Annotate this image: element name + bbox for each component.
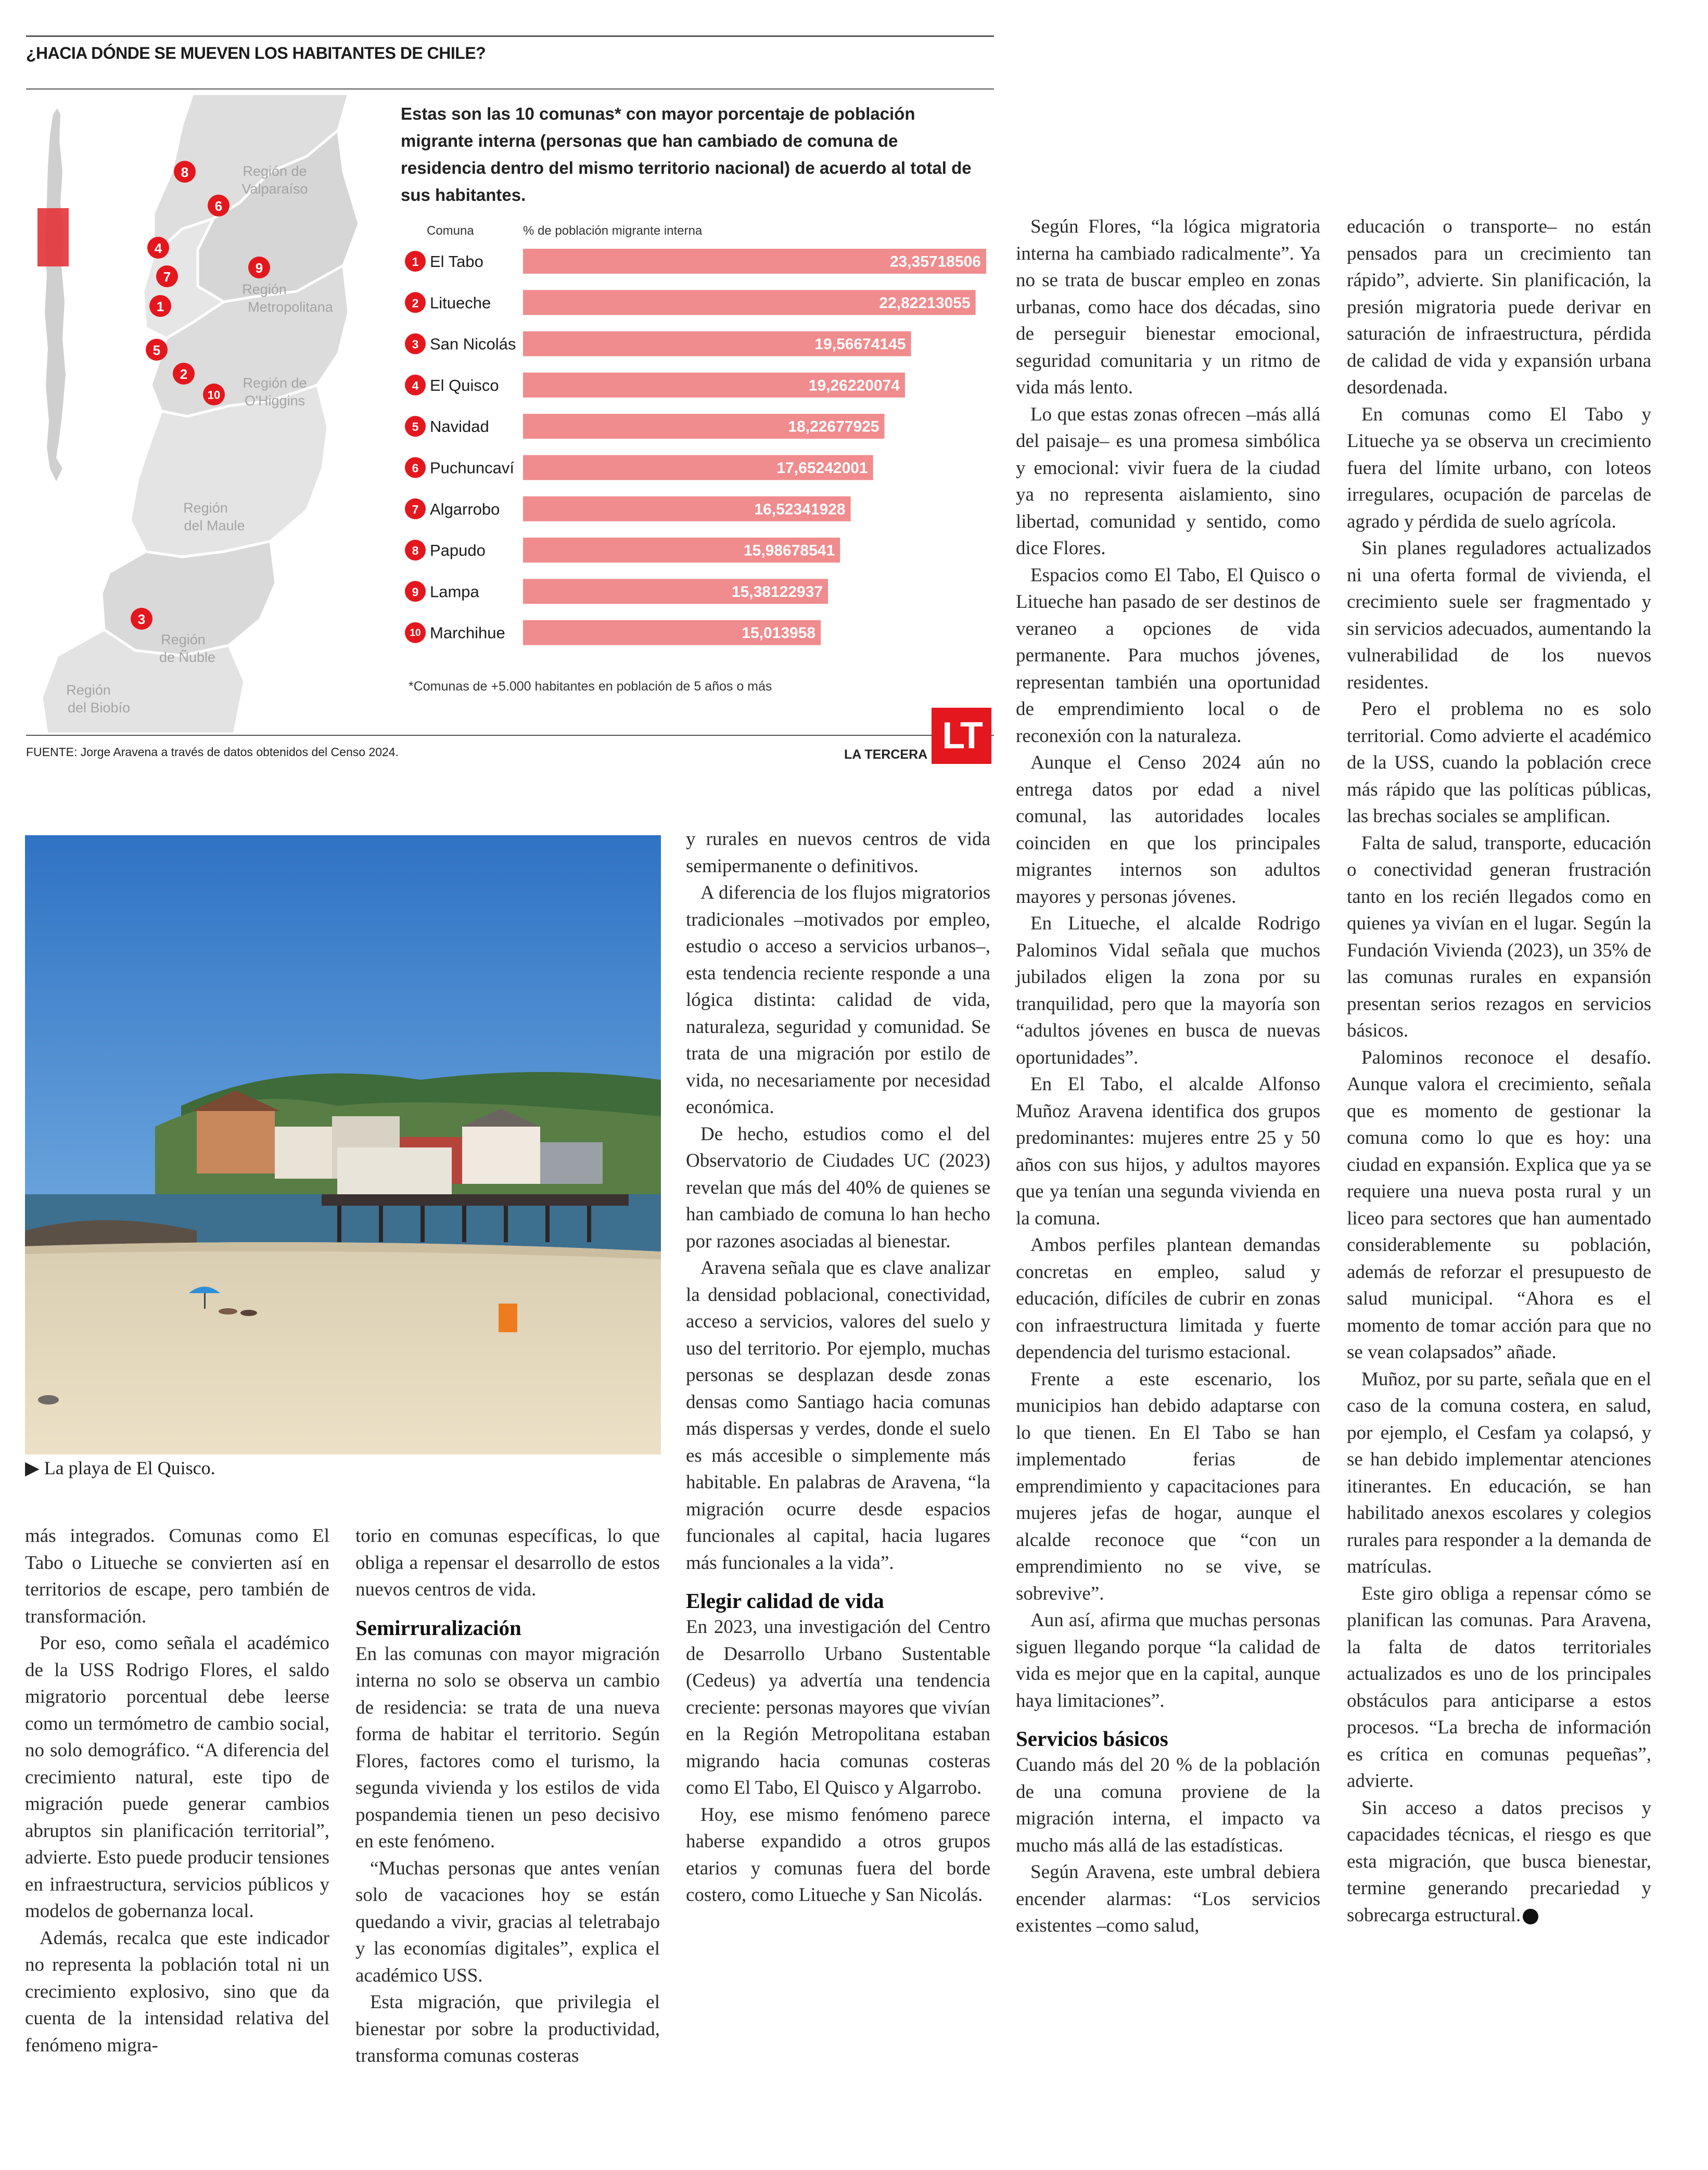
svg-text:10: 10 bbox=[207, 388, 221, 402]
la-tercera-logo: LT bbox=[932, 708, 991, 764]
rank-number: 1 bbox=[412, 255, 419, 269]
paragraph: “Muchas personas que antes venían solo de vacaciones hoy se están quedando a vivir, gracias al teletrabajo y las economías digitales”, explica el académico USS. bbox=[355, 1857, 660, 1986]
rank-number: 6 bbox=[412, 461, 419, 475]
column-header-percent: % de población migrante interna bbox=[523, 224, 703, 238]
category-label: Algarrobo bbox=[430, 500, 500, 518]
svg-text:8: 8 bbox=[181, 164, 189, 180]
paragraph: torio en comunas específicas, lo que obliga a repensar el desarrollo de estos nuevos centros de vida. bbox=[355, 1525, 660, 1600]
paragraph: Palominos reconoce el desafío. Aunque valora el crecimiento, señala que es momento de gestionar la comuna como lo que es hoy: una ciudad en expansión. Explica que ya se requiere una nueva posta rural y un liceo para sectores que han aumentado considerablemente su población, además de reforzar el presupuesto de salud municipal. “Ahora es el momento de tomar acción para que no se vean colapsados” añade. bbox=[1347, 1046, 1651, 1363]
paragraph: Lo que estas zonas ofrecen –más allá del paisaje– es una promesa simbólica y emocional: vivir fuera de la ciudad ya no representa aislamiento, sino libertad, comunidad y sentido, como dice Flores. bbox=[1016, 403, 1320, 559]
svg-text:1: 1 bbox=[156, 299, 164, 314]
category-label: Lampa bbox=[430, 582, 479, 601]
map-pin-6 bbox=[208, 195, 230, 216]
value-label: 15,38122937 bbox=[731, 583, 823, 601]
region-label-maule-2: del Maule bbox=[184, 518, 245, 533]
rank-number: 10 bbox=[410, 628, 421, 639]
map-pin-2 bbox=[173, 363, 195, 385]
article-column-2 bbox=[355, 1523, 660, 2070]
paragraph: Además, recalca que este indicador no representa la población total ni un crecimiento explosivo, sino que da cuenta de la intensidad relativa del fenómeno migra- bbox=[25, 1927, 329, 2056]
end-mark-icon bbox=[1523, 1909, 1538, 1924]
paragraph: Por eso, como señala el académico de la USS Rodrigo Flores, el saldo migratorio porcentual debe leerse como un termómetro de cambio social, no solo demográfico. “A diferencia del crecimiento natural, este tipo de migración puede generar cambios abruptos sin planificación territorial”, advierte. Esto puede producir tensiones en infraestructura, servicios públicos y modelos de gobernanza local. bbox=[25, 1632, 329, 1922]
paragraph: Ambos perfiles plantean demandas concretas en empleo, salud y educación, difíciles de cubrir en zonas con infraestructura limitada y fuerte dependencia del turismo estacional. bbox=[1016, 1234, 1320, 1363]
chile-regions-map bbox=[26, 94, 385, 734]
paragraph: En comunas como El Tabo y Litueche ya se observa un crecimiento fuera del límite urbano, con loteos irregulares, ocupación de parcelas de agrado y pérdida de suelo agrícola. bbox=[1347, 403, 1651, 532]
region-label-nuble-1: Región bbox=[161, 632, 206, 647]
chart-footnote: *Comunas de +5.000 habitantes en población de 5 años o más bbox=[409, 679, 772, 694]
category-label: Marchihue bbox=[430, 623, 505, 642]
rank-number: 5 bbox=[412, 420, 419, 434]
paragraph: Pero el problema no es solo territorial. Como advierte el académico de la USS, cuando la población crece más rápido que las políticas públicas, las brechas sociales se amplifican. bbox=[1347, 698, 1651, 827]
paragraph bbox=[1347, 1795, 1651, 1929]
svg-text:9: 9 bbox=[255, 260, 263, 276]
map-pin-1 bbox=[149, 295, 171, 317]
paragraph: En Litueche, el alcalde Rodrigo Palominos Vidal señala que muchos jubilados eligen la zona por su tranquilidad, pero que la mayoría son “adultos jóvenes en busca de nuevas oportunidades”. bbox=[1016, 913, 1320, 1068]
paragraph: De hecho, estudios como el del Observatorio de Ciudades UC (2023) revelan que más del 40% de quienes se han cambiado de comuna lo han hecho por razones asociadas al bienestar. bbox=[686, 1123, 990, 1252]
map-pin-7 bbox=[156, 265, 178, 287]
map-pin-4 bbox=[147, 237, 169, 259]
svg-text:3: 3 bbox=[137, 611, 146, 627]
value-label: 22,82213055 bbox=[879, 294, 971, 312]
paragraph: Aun así, afirma que muchas personas siguen llegando porque “la calidad de vida es mejor que en la capital, aunque haya limitaciones”. bbox=[1016, 1610, 1320, 1712]
caption-text: La playa de El Quisco. bbox=[44, 1458, 215, 1478]
map-pin-8 bbox=[174, 161, 196, 183]
value-label: 23,35718506 bbox=[889, 253, 981, 271]
region-label-ohiggins-1: Región de bbox=[243, 375, 307, 391]
article-column-5 bbox=[1347, 213, 1651, 1929]
region-label-nuble-2: de Ñuble bbox=[159, 649, 216, 665]
region-label-biobio-1: Región bbox=[66, 682, 111, 698]
rank-number: 4 bbox=[412, 378, 419, 392]
article-column-3 bbox=[686, 826, 990, 1909]
value-label: 19,56674145 bbox=[814, 336, 906, 353]
caption-arrow-icon: ▶ bbox=[25, 1458, 40, 1478]
paragraph: En El Tabo, el alcalde Alfonso Muñoz Aravena identifica dos grupos predominantes: mujeres entre 25 y 50 años con sus hijos, y adultos mayores que ya tenían una segunda vivienda en la comuna. bbox=[1016, 1074, 1320, 1229]
article-column-4 bbox=[1016, 213, 1320, 1939]
region-label-metropolitana-1: Región bbox=[242, 282, 287, 297]
value-label: 19,26220074 bbox=[808, 377, 900, 394]
category-label: Navidad bbox=[430, 417, 489, 436]
category-label: El Quisco bbox=[430, 376, 499, 394]
category-label: Puchuncaví bbox=[430, 458, 514, 477]
article-column-1 bbox=[25, 1523, 329, 2059]
column-header-commune: Comuna bbox=[427, 224, 474, 238]
subheading-servicios-basicos: Servicios básicos bbox=[1016, 1727, 1168, 1751]
rank-number: 3 bbox=[412, 337, 419, 351]
paragraph: Este giro obliga a repensar cómo se planifican las comunas. Para Aravena, la falta de datos territoriales actualizados es uno de los principales obstáculos para anticiparse a estos procesos. “La brecha de información es crítica en comunas pequeñas”, advierte. bbox=[1347, 1582, 1651, 1792]
category-label: El Tabo bbox=[430, 252, 483, 271]
paragraph: En 2023, una investigación del Centro de Desarrollo Urbano Sustentable (Cedeus) ya advertía una tendencia creciente: personas mayores que vivían en la Región Metropolitana estaban migrando hacia comunas costeras como El Tabo, El Quisco y Algarrobo. bbox=[686, 1616, 990, 1798]
svg-text:6: 6 bbox=[214, 198, 223, 214]
region-label-valparaiso-2: Valparaíso bbox=[241, 181, 308, 197]
map-pin-5 bbox=[146, 339, 168, 361]
paragraph: Frente a este escenario, los municipios han debido adaptarse con lo que tienen. En El Tabo se han implementado ferias de emprendimiento y capacitaciones para mujeres jefas de hogar, aunque el alcalde reconoce que “con un emprendimiento no se vive, se sobrevive”. bbox=[1016, 1368, 1320, 1604]
category-label: Papudo bbox=[430, 541, 486, 560]
paragraph: más integrados. Comunas como El Tabo o Litueche se convierten así en territorios de escape, pero también de transformación. bbox=[25, 1525, 329, 1627]
region-label-ohiggins-2: O'Higgins bbox=[244, 393, 305, 409]
value-label: 15,98678541 bbox=[743, 542, 835, 559]
paragraph: En las comunas con mayor migración interna no solo se observa un cambio de residencia: se trata de una nueva forma de habitar el territorio. Según Flores, factores como el turismo, la segunda vivienda y los estilos de vida pospandemia tienen un peso decisivo en este fenómeno. bbox=[355, 1643, 660, 1852]
brand-name: LA TERCERA bbox=[844, 747, 928, 762]
paragraph: Esta migración, que privilegia el bienestar por sobre la productividad, transforma comunas costeras bbox=[355, 1992, 660, 2066]
photo-caption bbox=[25, 1457, 215, 1479]
region-label-valparaiso-1: Región de bbox=[243, 163, 307, 179]
value-label: 17,65242001 bbox=[776, 459, 868, 477]
map-pin-3 bbox=[131, 608, 152, 630]
bottom-rule bbox=[26, 735, 994, 736]
migration-bar-chart bbox=[396, 245, 999, 661]
infographic-intro: Estas son las 10 comunas* con mayor porcentaje de población migrante interna (personas que han cambiado de comuna de residencia dentro del mismo territorio nacional) de acuerdo al total de sus habitantes. bbox=[401, 104, 972, 205]
subheading-calidad-de-vida: Elegir calidad de vida bbox=[686, 1589, 884, 1613]
region-label-biobio-2: del Biobío bbox=[67, 700, 131, 716]
value-label: 15,013958 bbox=[742, 624, 816, 642]
title-rule bbox=[26, 88, 994, 90]
rank-number: 9 bbox=[412, 585, 419, 599]
value-label: 18,22677925 bbox=[788, 418, 880, 436]
top-rule bbox=[26, 35, 994, 37]
svg-text:4: 4 bbox=[154, 240, 162, 256]
paragraph: Cuando más del 20 % de la población de una comuna proviene de la migración interna, el impacto va mucho más allá de las estadísticas. bbox=[1016, 1754, 1320, 1856]
svg-text:2: 2 bbox=[180, 366, 188, 382]
paragraph: Falta de salud, transporte, educación o conectividad generan frustración tanto en los recién llegados como en quienes ya vivían en el lugar. Según la Fundación Vivienda (2023), un 35% de las comunas rurales en expansión presentan serios rezagos en servicios básicos. bbox=[1347, 832, 1651, 1041]
paragraph: Aravena señala que es clave analizar la densidad poblacional, conectividad, acceso a servicios, valores del suelo y uso del territorio. Por ejemplo, muchas personas se desplazan desde zonas densas como Santiago hacia comunas más dispersas y verdes, donde el suelo es más accesible o simplemente más habitable. En palabras de Aravena, “la migración ocurre desde espacios funcionales al capital, hacia lugares más funcionales a la vida”. bbox=[686, 1257, 990, 1574]
paragraph: Espacios como El Tabo, El Quisco o Litueche han pasado de ser destinos de veraneo a opciones de vida permanente. Para muchos jóvenes, representan también una oportunidad de emprendimiento local o de reconexión con la naturaleza. bbox=[1016, 564, 1320, 747]
value-label: 16,52341928 bbox=[754, 501, 846, 518]
paragraph: Según Aravena, este umbral debiera encender alarmas: “Los servicios existentes –como salud, bbox=[1016, 1861, 1320, 1936]
paragraph: Según Flores, “la lógica migratoria interna ha cambiado radicalmente”. Ya no se trata de buscar empleo en zonas urbanas, como hace dos décadas, sino de perseguir bienestar emocional, seguridad comunitaria y un ritmo de vida más lento. bbox=[1016, 216, 1320, 398]
category-label: San Nicolás bbox=[430, 335, 516, 353]
rank-number: 8 bbox=[412, 544, 419, 558]
region-label-metropolitana-2: Metropolitana bbox=[248, 299, 333, 315]
region-label-maule-1: Región bbox=[183, 500, 228, 516]
paragraph-text: Sin acceso a datos precisos y capacidades técnicas, el riesgo es que esta migración, que busca bienestar, termine generando precariedad y sobrecarga estructural. bbox=[1347, 1797, 1651, 1926]
paragraph: Aunque el Censo 2024 aún no entrega datos por edad a nivel comunal, las autoridades locales coinciden en que los principales migrantes internos son adultos mayores y personas jóvenes. bbox=[1016, 752, 1320, 908]
study-area-highlight bbox=[37, 208, 69, 266]
infographic-title: ¿HACIA DÓNDE SE MUEVEN LOS HABITANTES DE CHILE? bbox=[26, 44, 486, 62]
source-credit: FUENTE: Jorge Aravena a través de datos obtenidos del Censo 2024. bbox=[26, 745, 399, 759]
paragraph: Muñoz, por su parte, señala que en el caso de la comuna costera, en salud, por ejemplo, el Cesfam ya colapsó, y se han debido implementar atenciones itinerantes. En educación, se han habilitado anexos escolares y colegios rurales para responder a la demanda de matrículas. bbox=[1347, 1368, 1651, 1577]
beach-photo bbox=[25, 835, 661, 1454]
map-pin-10 bbox=[203, 384, 225, 405]
rank-number: 2 bbox=[412, 296, 419, 310]
category-label: Litueche bbox=[430, 293, 491, 312]
paragraph: Sin planes reguladores actualizados ni una oferta formal de vivienda, el crecimiento suele ser fragmentado y sin servicios adecuados, aumentando la vulnerabilidad de los nuevos residentes. bbox=[1347, 538, 1651, 693]
paragraph: y rurales en nuevos centros de vida semipermanente o definitivos. bbox=[686, 828, 990, 877]
paragraph: A diferencia de los flujos migratorios tradicionales –motivados por empleo, estudio o acceso a servicios urbanos–, esta tendencia reciente responde a una lógica distinta: calidad de vida, naturaleza, seguridad y comunidad. Se trata de una migración por estilo de vida, no necesariamente por necesidad económica. bbox=[686, 882, 990, 1118]
map-pin-9 bbox=[248, 257, 270, 278]
paragraph: educación o transporte– no están pensados para un crecimiento tan rápido”, advierte. Sin planificación, la presión migratoria puede derivar en saturación de infraestructura, pérdida de calidad de vida y expansión urbana desordenada. bbox=[1347, 216, 1651, 398]
svg-text:7: 7 bbox=[163, 269, 171, 285]
subheading-semirruralizacion: Semirruralización bbox=[355, 1615, 521, 1640]
svg-text:5: 5 bbox=[152, 342, 161, 358]
rank-number: 7 bbox=[412, 502, 419, 516]
paragraph: Hoy, ese mismo fenómeno parece haberse expandido a otros grupos etarios y comunas fuera del borde costero, como Litueche y San Nicolás. bbox=[686, 1804, 990, 1906]
